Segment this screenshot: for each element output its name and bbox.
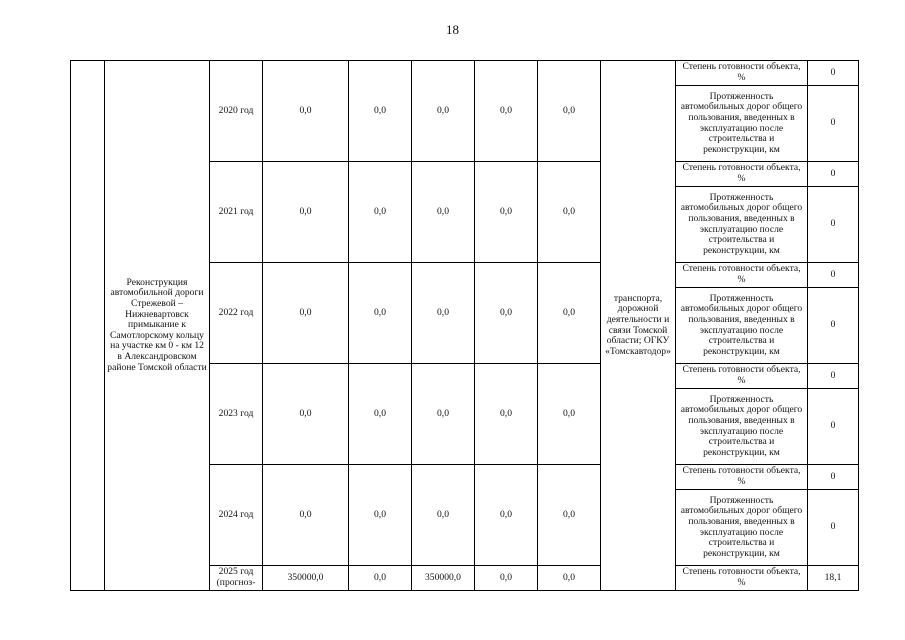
funding-value: 350000,0 [412,566,475,591]
funding-value: 0,0 [475,566,538,591]
funding-value: 0,0 [349,566,412,591]
indicator-length: Протяженность автомобильных дорог общего пользования, введенных в эксплуатацию после строительства и реконструкции, км [676,490,808,566]
indicator-length: Протяженность автомобильных дорог общего пользования, введенных в эксплуатацию после строительства и реконструкции, км [676,288,808,364]
funding-value: 0,0 [475,61,538,162]
indicator-readiness: Степень готовности объекта, % [676,162,808,187]
indicator-length: Протяженность автомобильных дорог общего пользования, введенных в эксплуатацию после строительства и реконструкции, км [676,389,808,465]
project-name: Реконструкция автомобильной дороги Стрежевой – Нижневартовск примыкание к Самотлорскому кольцу на участке км 0 - км 12 в Александровском районе Томской области [105,61,210,591]
funding-value: 0,0 [538,566,601,591]
readiness-value: 18,1 [808,566,859,591]
funding-value: 0,0 [538,263,601,364]
funding-value: 0,0 [475,364,538,465]
readiness-value: 0 [808,364,859,389]
year-cell: 2023 год [210,364,263,465]
program-table [70,60,859,591]
funding-value: 0,0 [263,364,349,465]
funding-value: 0,0 [349,465,412,566]
funding-value: 350000,0 [263,566,349,591]
indicator-readiness: Степень готовности объекта, % [676,61,808,86]
readiness-value: 0 [808,263,859,288]
indicator-readiness: Степень готовности объекта, % [676,566,808,591]
funding-value: 0,0 [412,61,475,162]
year-cell: 2025 год (прогноз- [210,566,263,591]
indicator-readiness: Степень готовности объекта, % [676,364,808,389]
funding-value: 0,0 [538,465,601,566]
row-number-cell [71,61,105,591]
length-value: 0 [808,490,859,566]
year-cell: 2021 год [210,162,263,263]
funding-value: 0,0 [412,263,475,364]
readiness-value: 0 [808,162,859,187]
funding-value: 0,0 [475,162,538,263]
funding-value: 0,0 [412,364,475,465]
length-value: 0 [808,389,859,465]
indicator-length: Протяженность автомобильных дорог общего пользования, введенных в эксплуатацию после строительства и реконструкции, км [676,187,808,263]
funding-value: 0,0 [538,61,601,162]
funding-value: 0,0 [349,364,412,465]
length-value: 0 [808,288,859,364]
funding-value: 0,0 [538,162,601,263]
funding-value: 0,0 [538,364,601,465]
readiness-value: 0 [808,61,859,86]
funding-value: 0,0 [349,61,412,162]
funding-value: 0,0 [475,465,538,566]
executor-name: транспорта, дорожной деятельности и связи Томской области; ОГКУ «Томскавтодор» [601,61,676,591]
funding-value: 0,0 [263,61,349,162]
funding-value: 0,0 [412,162,475,263]
funding-value: 0,0 [475,263,538,364]
funding-value: 0,0 [263,263,349,364]
funding-value: 0,0 [263,162,349,263]
indicator-readiness: Степень готовности объекта, % [676,465,808,490]
indicator-readiness: Степень готовности объекта, % [676,263,808,288]
length-value: 0 [808,86,859,162]
funding-value: 0,0 [349,162,412,263]
funding-value: 0,0 [412,465,475,566]
length-value: 0 [808,187,859,263]
indicator-length: Протяженность автомобильных дорог общего пользования, введенных в эксплуатацию после строительства и реконструкции, км [676,86,808,162]
page-number: 18 [446,22,459,37]
funding-value: 0,0 [349,263,412,364]
year-cell: 2022 год [210,263,263,364]
year-cell: 2020 год [210,61,263,162]
readiness-value: 0 [808,465,859,490]
year-cell: 2024 год [210,465,263,566]
funding-value: 0,0 [263,465,349,566]
